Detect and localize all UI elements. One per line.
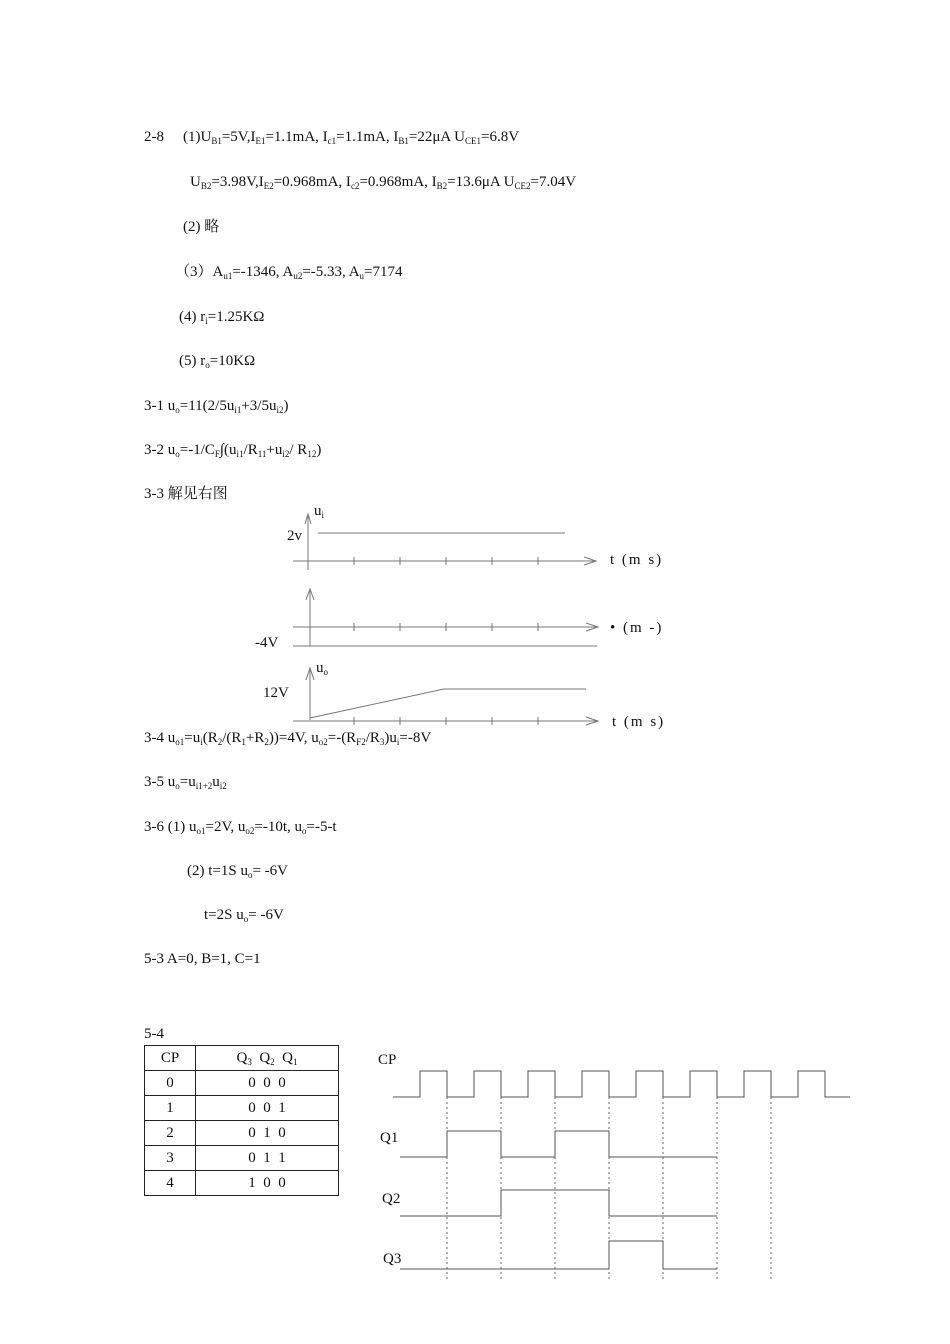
answer-2-8-part3: $(3)A_{u1}=-1346$, $A_{u2}=-5.33$, $A_u=7174$: [175, 264, 403, 281]
answer-5-3: 5-3 A=0, B=1, C=1: [144, 951, 261, 967]
label-12v: 12V: [263, 685, 289, 701]
q1-waveform: [400, 1131, 717, 1157]
time-axis-1-label: t (m s): [610, 552, 664, 568]
answer-3-6-part1: 3-6 (1) $u_{o1}=2V$, $u_{o2}=-10t$, $u_o=-5-t$: [144, 819, 337, 836]
uo-label: $u_o$: [316, 660, 328, 677]
table-row: 3 0 1 1: [145, 1146, 339, 1171]
answer-3-6-part2-t1: (2) t=1S $u_o= -6V$: [187, 863, 289, 880]
cp-clock-waveform: [393, 1071, 850, 1097]
answer-2-8-part5: (5) $r_o=10K\Omega$: [179, 353, 256, 370]
table-row: 0 0 0 0: [145, 1071, 339, 1096]
answer-2-8-part4: (4) $r_i=1.25K\Omega$: [179, 309, 265, 326]
q2-waveform: [400, 1190, 717, 1216]
table-row: 1 0 0 1: [145, 1096, 339, 1121]
header-q: $Q_3$ $Q_2$ $Q_1$: [196, 1046, 339, 1071]
table-row: 2 0 1 0: [145, 1121, 339, 1146]
answer-3-4: 3-4 $u_{o1}=u_i(R_2/(R_1+R_2))=4V$, $u_{o2}=-(R_{F2}/R_3)u_i=-8V$: [144, 730, 432, 747]
answer-3-6-part2-t2: t=2S $u_o= -6V$: [204, 907, 284, 924]
answer-5-4-label: 5-4: [144, 1026, 164, 1042]
timing-label-q3: Q3: [383, 1251, 402, 1267]
timing-label-q1: Q1: [380, 1130, 399, 1146]
answer-3-5: 3-5 $u_o=u_{i1+2}u_{i2}$: [144, 774, 227, 791]
time-axis-2-label: • (m -): [610, 620, 664, 636]
answer-3-1: 3-1 $u_o=11(2/5u_{i1}+3/5u_{i2})$: [144, 398, 289, 415]
header-cp: CP: [145, 1046, 196, 1071]
q3-waveform: [400, 1241, 717, 1269]
answer-2-8-line2: $U_{B2}=3.98V,I_{E2}=0.968mA$, $I_{c2}=0.968mA$, $I_{B2}=13.6\mu A$ $U_{CE2}=7.04V$: [190, 174, 577, 191]
label-2v: 2v: [287, 528, 302, 544]
answer-3-2: 3-2 $u_o=-1/C_F\int(u_{i1}/R_{11}+u_{i2}/$ $R_{12}$): [144, 442, 322, 459]
ui-label: $u_i$: [314, 503, 325, 520]
label-minus-4v: -4V: [255, 635, 279, 651]
answer-2-8-line1: 2-8 $(1)U_{B1}=5V,I_{E1}=1.1mA$, $I_{c1}=1.1mA$, $I_{B1}=22\mu A$ $U_{CE1}=6.8V$: [144, 129, 520, 146]
answer-3-3: 3-3 解见右图: [144, 486, 228, 502]
time-axis-3-label: t (m s): [612, 714, 666, 730]
timing-label-cp: CP: [378, 1052, 397, 1068]
table-row: 4 1 0 0: [145, 1171, 339, 1196]
timing-label-q2: Q2: [382, 1191, 401, 1207]
answer-2-8-part2: (2) 略: [183, 219, 220, 235]
